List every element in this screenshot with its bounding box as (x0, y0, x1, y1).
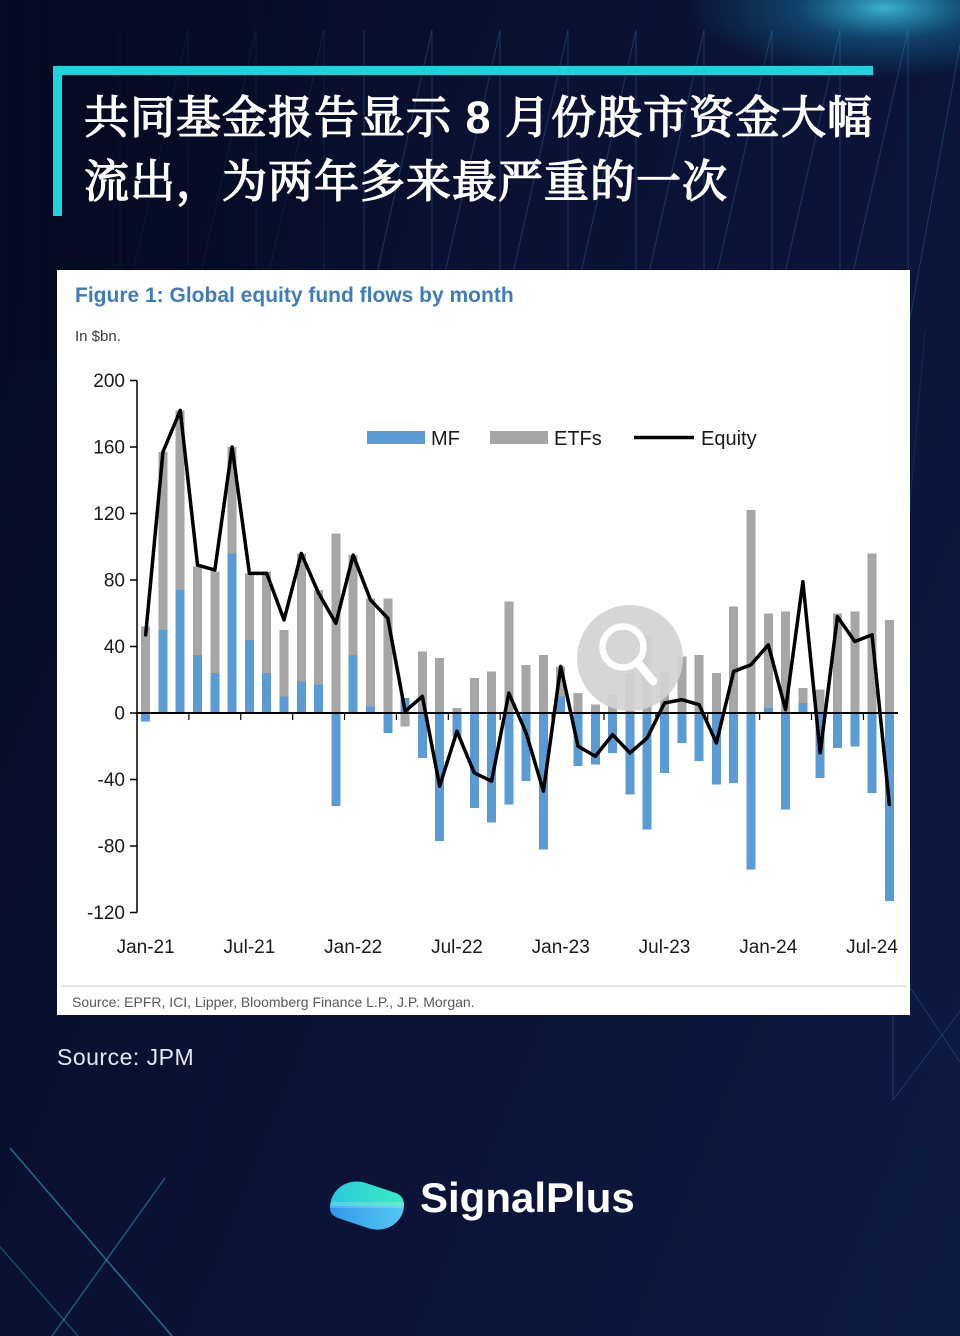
bar-mf (158, 630, 167, 713)
source-caption: Source: JPM (57, 1044, 195, 1070)
chart-text: Jul-21 (223, 937, 276, 958)
chart-text: Jan-22 (324, 937, 383, 958)
bar-etf (746, 510, 755, 713)
legend (367, 428, 757, 450)
bar-etf (210, 572, 219, 673)
equity-fund-flows-chart (57, 270, 910, 1015)
bar-mf (504, 713, 513, 804)
chart-text: 120 (93, 504, 125, 525)
zoom-watermark[interactable] (576, 604, 684, 712)
figure-title: Figure 1: Global equity fund flows by month (75, 284, 514, 307)
bar-mf (228, 553, 237, 713)
chart-text: -120 (86, 903, 125, 924)
headline-accent-bar-left (53, 66, 62, 216)
bar-mf (781, 713, 790, 809)
chart-text: -40 (97, 770, 125, 791)
chart-text: -80 (97, 836, 125, 858)
bar-etf (850, 612, 859, 713)
chart-text: Equity (701, 428, 757, 450)
brand-name: SignalPlus (420, 1174, 635, 1221)
bar-etf (729, 607, 738, 713)
bar-mf (677, 713, 686, 743)
chart-text: Jan-21 (116, 937, 175, 958)
bar-mf (331, 713, 340, 806)
chart-text: 80 (103, 570, 125, 592)
bar-etf (435, 658, 444, 713)
bar-etf (798, 688, 807, 703)
bar-mf (746, 713, 755, 869)
bars-layer (141, 410, 894, 900)
bar-mf (695, 713, 704, 761)
bar-etf (522, 665, 531, 713)
bar-etf (280, 630, 289, 697)
chart-text: Jan-23 (531, 937, 590, 958)
legend-swatch-etfs (490, 431, 548, 444)
bar-etf (262, 572, 271, 673)
bar-etf (539, 655, 548, 713)
bar-mf (245, 640, 254, 713)
chart-text: Jan-24 (739, 937, 798, 958)
bar-etf (470, 678, 479, 713)
bar-mf (798, 703, 807, 713)
headline-accent-bar-top (55, 66, 873, 75)
bar-etf (712, 673, 721, 713)
chart-text: Jul-24 (846, 937, 898, 958)
bar-etf (141, 627, 150, 713)
bar-mf (193, 655, 202, 713)
bar-etf (401, 713, 410, 726)
equity-line-layer (146, 410, 890, 804)
bar-mf (833, 713, 842, 748)
headline-line-1: 共同基金报告显示 8 月份股市资金大幅 (84, 92, 874, 143)
bar-etf (366, 598, 375, 706)
chart-text: 0 (114, 703, 125, 725)
bar-etf (314, 590, 323, 685)
bar-etf (193, 567, 202, 655)
bar-mf (470, 713, 479, 808)
axis-labels (87, 371, 898, 958)
bar-mf (141, 713, 150, 721)
bar-mf (868, 713, 877, 793)
signalplus-wave-icon (322, 1172, 408, 1238)
bar-mf (314, 685, 323, 713)
chart-text: Jul-22 (431, 937, 483, 958)
brand-logo (0, 1168, 960, 1240)
chart-text: 200 (93, 371, 125, 392)
chart-text: 40 (103, 637, 125, 658)
headline-line-2: 流出，为两年多来最严重的一次 (84, 156, 729, 207)
chart-text: 160 (93, 437, 125, 459)
bar-mf (850, 713, 859, 746)
bar-etf (245, 573, 254, 640)
figure-card (57, 270, 910, 1015)
figure-units-label: In $bn. (75, 328, 121, 345)
bar-mf (660, 713, 669, 773)
bar-mf (210, 673, 219, 713)
bar-mf (176, 590, 185, 713)
bar-mf (262, 673, 271, 713)
chart-text: Jul-23 (638, 937, 691, 958)
bar-mf (383, 713, 392, 733)
bar-mf (729, 713, 738, 783)
figure-source-note: Source: EPFR, ICI, Lipper, Bloomberg Finance L.P., J.P. Morgan. (72, 994, 475, 1010)
bar-mf (885, 713, 894, 901)
bar-etf (885, 620, 894, 713)
legend-swatch-mf (367, 431, 425, 444)
equity-line (146, 410, 890, 804)
bar-etf (297, 553, 306, 681)
bar-mf (297, 681, 306, 713)
chart-text: MF (431, 428, 460, 450)
bar-etf (487, 671, 496, 713)
magnifier-icon (576, 604, 684, 712)
bar-mf (349, 655, 358, 713)
headline (84, 86, 894, 214)
chart-text: ETFs (554, 428, 602, 450)
bar-mf (280, 696, 289, 713)
